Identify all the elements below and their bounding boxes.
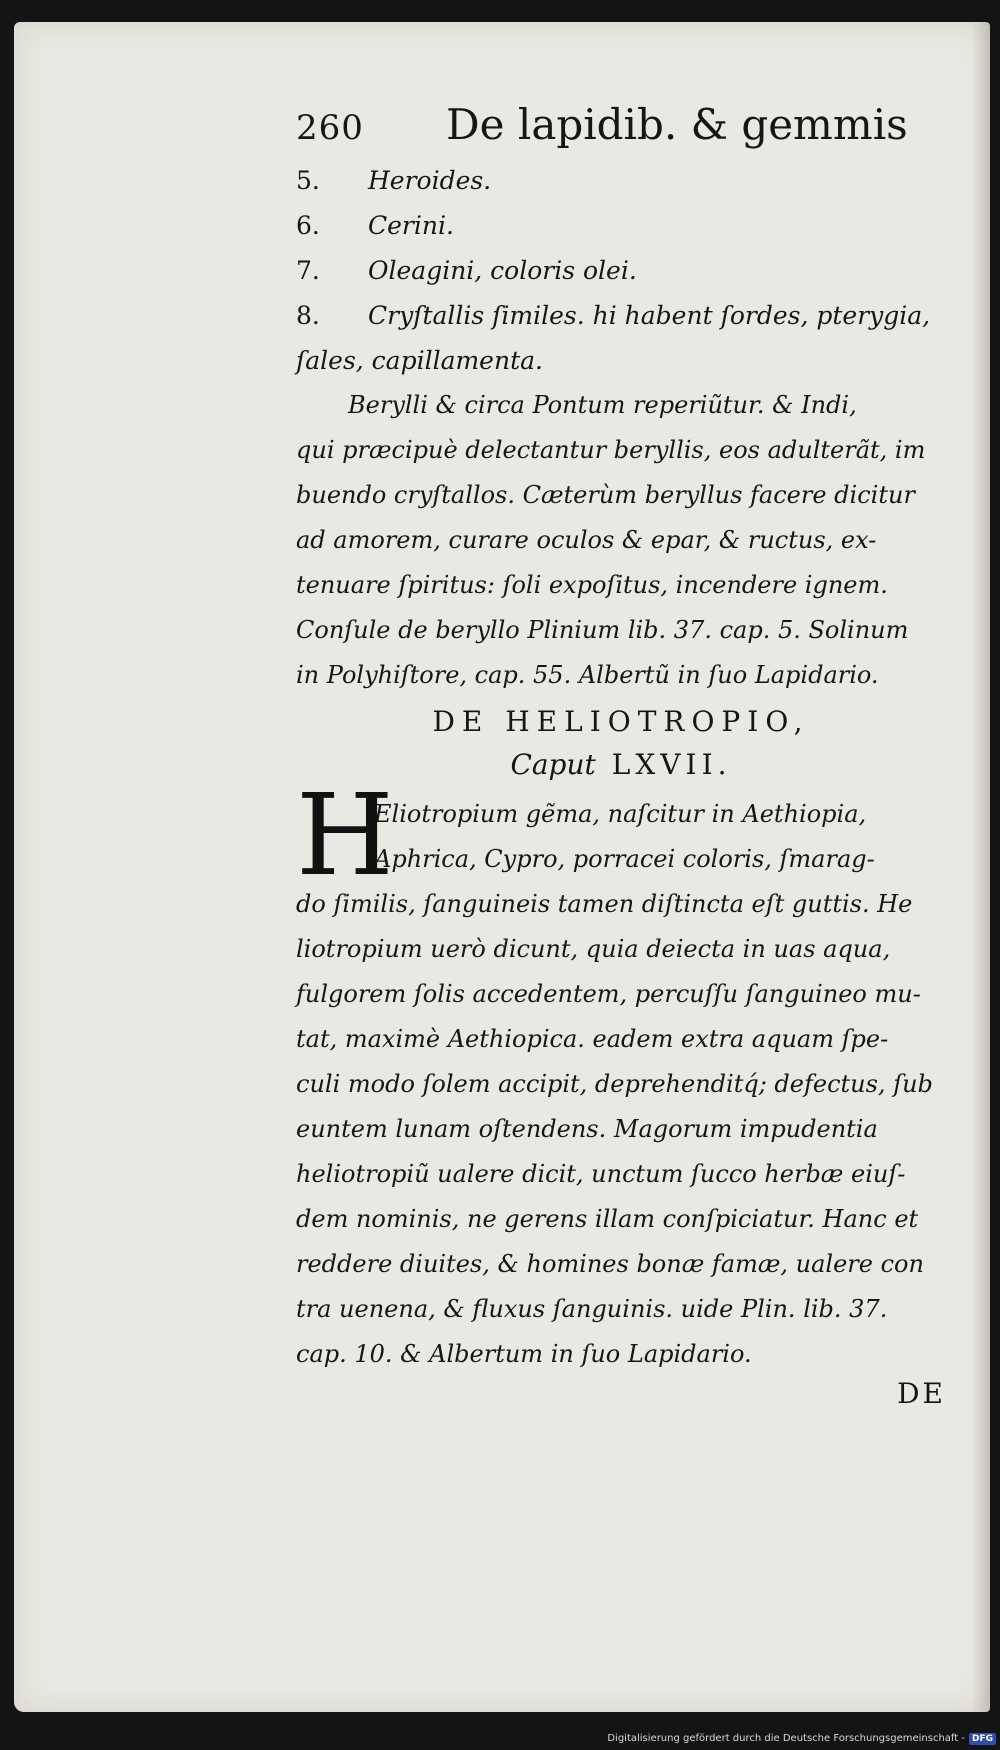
running-head	[296, 100, 946, 158]
text-block	[296, 100, 946, 1417]
text-line: Aphrica, Cypro, porracei coloris, ſmarag-	[374, 845, 875, 873]
list-item	[296, 293, 946, 338]
paragraph-heliotrope	[296, 771, 946, 1377]
catchword-row	[296, 1377, 946, 1417]
list-number: 7.	[296, 256, 320, 285]
list-item	[296, 248, 946, 293]
text-line: do ſimilis, ſanguineis tamen diſtincta eſt guttis. He	[296, 890, 913, 918]
list-wrap-line: ſales, capillamenta.	[296, 346, 543, 375]
catchword: DE	[897, 1377, 946, 1410]
text-line: Eliotropium gẽma, naſcitur in Aethiopia,	[374, 800, 867, 828]
list-item	[296, 158, 946, 203]
dfg-logo: DFG	[969, 1733, 996, 1745]
list-text: Heroides.	[368, 166, 492, 195]
text-line: cap. 10. & Albertum in ſuo Lapidario.	[296, 1340, 752, 1368]
text-line: in Polyhiſtore, cap. 55. Albertũ in ſuo Lapidario.	[296, 661, 879, 689]
running-title: De lapidib. & gemmis	[446, 100, 908, 149]
chapter-heading: DE HELIOTROPIO,	[432, 705, 810, 738]
text-line: qui præcipuè delectantur beryllis, eos adulterãt, im	[296, 436, 926, 464]
caput-label: Caput	[510, 748, 596, 781]
text-line: liotropium uerò dicunt, quia deiecta in uas aqua,	[296, 935, 891, 963]
text-line: tat, maximè Aethiopica. eadem extra aquam ſpe-	[296, 1025, 889, 1053]
page-number: 260	[296, 108, 364, 148]
list-item	[296, 203, 946, 248]
text-line: buendo cryſtallos. Cæterùm beryllus facere dicitur	[296, 481, 915, 509]
text-line: reddere diuites, & homines bonæ famæ, ualere con	[296, 1250, 924, 1278]
list-text: Cerini.	[368, 211, 454, 240]
text-line: dem nominis, ne gerens illam conſpiciatur. Hanc et	[296, 1205, 919, 1233]
drop-cap: H	[296, 771, 394, 901]
digitization-footer	[560, 1727, 1000, 1750]
list-number: 5.	[296, 166, 320, 195]
list-number: 6.	[296, 211, 320, 240]
text-line: Berylli & circa Pontum reperiũtur. & Indi,	[348, 391, 857, 419]
text-line: tra uenena, & fluxus ſanguinis. uide Plin. lib. 37.	[296, 1295, 888, 1323]
list-text: Cryſtallis ſimiles. hi habent ſordes, pterygia,	[368, 301, 931, 330]
text-line: ad amorem, curare oculos & epar, & ructus, ex-	[296, 526, 877, 554]
chapter-number: LXVII.	[611, 748, 732, 781]
text-line: tenuare ſpiritus: ſoli expoſitus, incendere ignem.	[296, 571, 888, 599]
footer-credit: Digitalisierung gefördert durch die Deutsche Forschungsgemeinschaft -	[607, 1733, 965, 1744]
text-line: culi modo ſolem accipit, deprehenditq́; defectus, ſub	[296, 1070, 933, 1098]
text-line: heliotropiũ ualere dicit, unctum ſucco herbæ eiuſ-	[296, 1160, 906, 1188]
text-line: Conſule de beryllo Plinium lib. 37. cap. 5. Solinum	[296, 616, 909, 644]
list-text: Oleagini, coloris olei.	[368, 256, 637, 285]
list-number: 8.	[296, 301, 320, 330]
paragraph-beryl	[296, 383, 946, 698]
text-line: fulgorem ſolis accedentem, percuſſu ſanguineo mu-	[296, 980, 921, 1008]
text-line: euntem lunam oſtendens. Magorum impudentia	[296, 1115, 878, 1143]
